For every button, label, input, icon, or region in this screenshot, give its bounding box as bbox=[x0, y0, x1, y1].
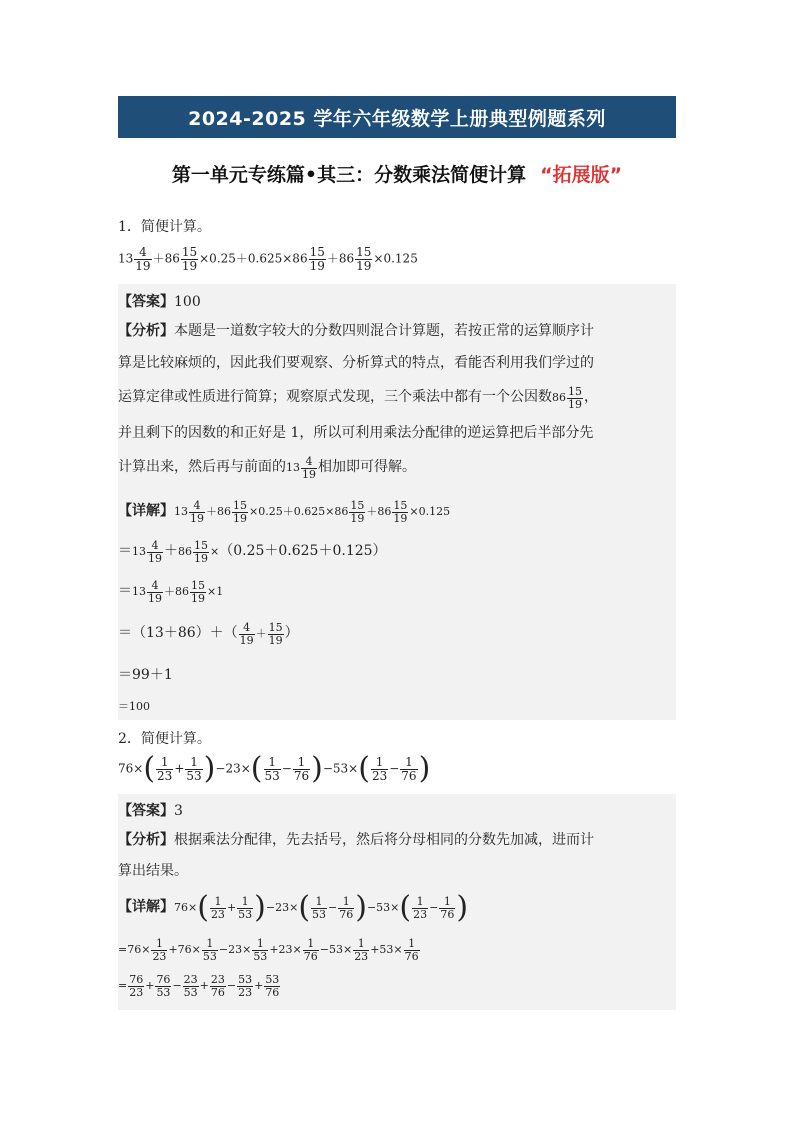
problem-1-label: 1．简便计算。 bbox=[118, 219, 211, 235]
subtitle bbox=[0, 160, 794, 187]
problem-2-expression: 76×( $\frac{1}{23}$ + $\frac{1}{53}$ )−23×( $\frac{1}{53}$ − $\frac{1}{76}$ )−53×( $\frac{1}{23}$ − $\frac{1}{76}$ ) bbox=[118, 751, 431, 787]
answer-value: 3 bbox=[174, 803, 183, 819]
analysis-label: 【分析】 bbox=[118, 832, 174, 848]
analysis-label: 【分析】 bbox=[118, 323, 174, 339]
problem-2-analysis-line-1 bbox=[118, 831, 594, 849]
subtitle-extension: “拓展版” bbox=[540, 164, 623, 186]
answer-label: 【答案】 bbox=[118, 803, 174, 819]
problem-1-step-1: ＝13 $\frac{4}{19}$ ＋86 $\frac{15}{19}$ ×（0.25＋0.625＋0.125） bbox=[118, 539, 387, 565]
answer-value: 100 bbox=[174, 294, 201, 310]
problem-2-answer bbox=[118, 800, 183, 820]
detail-label: 【详解】 bbox=[118, 899, 174, 916]
problem-1-step-4: ＝99＋1 bbox=[118, 667, 173, 683]
problem-2-step-2: = $\frac{76}{23}$ + $\frac{76}{53}$ − $\frac{23}{53}$ + $\frac{23}{76}$ − $\frac{53}{23}$ + $\frac{53}{76}$ bbox=[118, 973, 280, 999]
problem-1-step-5: ＝100 bbox=[118, 700, 150, 713]
title-banner bbox=[118, 96, 676, 138]
problem-1-step-3: ＝（13＋86）＋（ $\frac{4}{19}$ ＋ $\frac{15}{19}$ ） bbox=[118, 621, 299, 647]
problem-1-step-2: ＝13 $\frac{4}{19}$ ＋86 $\frac{15}{19}$ ×1 bbox=[118, 579, 224, 605]
problem-2-label: 2．简便计算。 bbox=[118, 731, 211, 747]
problem-2-detail-line-1: 【详解】76×( $\frac{1}{23}$ + $\frac{1}{53}$ )−23×( $\frac{1}{53}$ − $\frac{1}{76}$ )−53×( $\frac{1}{23}$ − $\frac{1}{76}$ ) bbox=[118, 890, 469, 926]
problem-1-analysis-line-5: 计算出来，然后再与前面的13 $\frac{4}{19}$ 相加即可得解。 bbox=[118, 455, 416, 481]
problem-2-step-1: =76× $\frac{1}{23}$ +76× $\frac{1}{53}$ −23× $\frac{1}{53}$ +23× $\frac{1}{76}$ −53× $\frac{1}{23}$ +53× $\frac{1}{76}$ bbox=[118, 937, 419, 963]
problem-1-analysis-line-3: 运算定律或性质进行简算；观察原式发现，三个乘法中都有一个公因数86 $\frac{15}{19}$ ， bbox=[118, 385, 598, 411]
problem-1-analysis-line-2: 算是比较麻烦的，因此我们要观察、分析算式的特点，看能否利用我们学过的 bbox=[118, 355, 594, 371]
problem-1-analysis-line-4: 并且剩下的因数的和正好是 1，所以可利用乘法分配律的逆运算把后半部分先 bbox=[118, 425, 594, 441]
analysis-text: 根据乘法分配律，先去括号，然后将分母相同的分数先加减，进而计 bbox=[174, 832, 594, 848]
analysis-text: 运算定律或性质进行简算；观察原式发现，三个乘法中都有一个公因数 bbox=[118, 389, 552, 406]
subtitle-main: 第一单元专练篇•其三：分数乘法简便计算 bbox=[171, 164, 527, 186]
banner-title: 2024-2025 学年六年级数学上册典型例题系列 bbox=[188, 107, 606, 130]
problem-1-detail-line-1: 【详解】13 $\frac{4}{19}$ ＋86 $\frac{15}{19}$ ×0.25＋0.625×86 $\frac{15}{19}$ ＋86 $\frac{15}{19}$ ×0.125 bbox=[118, 499, 451, 525]
problem-2-analysis-line-2: 算出结果。 bbox=[118, 863, 188, 879]
detail-label: 【详解】 bbox=[118, 503, 174, 520]
analysis-text: 计算出来，然后再与前面的 bbox=[118, 459, 286, 476]
analysis-text: 本题是一道数字较大的分数四则混合计算题，若按正常的运算顺序计 bbox=[174, 323, 594, 339]
problem-1-answer bbox=[118, 291, 201, 311]
analysis-text: 相加即可得解。 bbox=[318, 459, 416, 476]
problem-1-analysis-line-1 bbox=[118, 322, 594, 340]
problem-1-expression: 13 $\frac{4}{19}$ ＋86 $\frac{15}{19}$ ×0.25＋0.625×86 $\frac{15}{19}$ ＋86 $\frac{15}{19}$ ×0.125 bbox=[118, 245, 418, 273]
answer-label: 【答案】 bbox=[118, 294, 174, 310]
